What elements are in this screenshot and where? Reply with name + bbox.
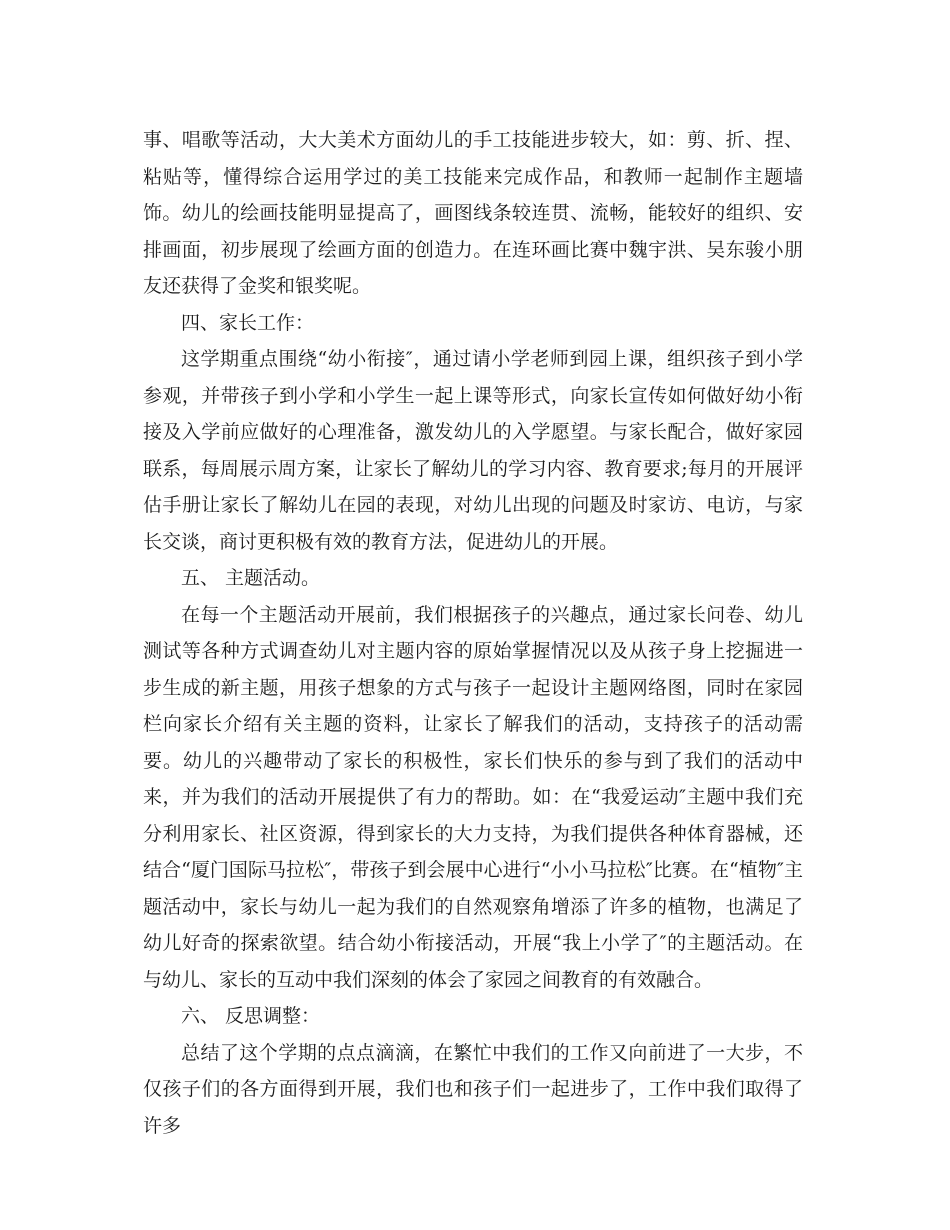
paragraph-art-skills: 事、唱歌等活动，大大美术方面幼儿的手工技能进步较大，如：剪、折、捏、粘贴等，懂得综合运用学过的美工技能来完成作品，和教师一起制作主题墙饰。幼儿的绘画技能明显提高了，画图线条较连贯、流畅，能较好的组织、安排画面，初步展现了绘画方面的创造力。在连环画比赛中魏宇洪、吴东骏小朋友还获得了金奖和银奖呢。 [143, 129, 803, 297]
paragraph-parent-work: 这学期重点围绕“幼小衔接″，通过请小学老师到园上课，组织孩子到小学参观，并带孩子到小学和小学生一起上课等形式，向家长宣传如何做好幼小衔接及入学前应做好的心理准备，激发幼儿的入学愿望。与家长配合，做好家园联系，每周展示周方案，让家长了解幼儿的学习内容、教育要求;每月的开展评估手册让家长了解幼儿在园的表现，对幼儿出现的问题及时家访、电访，与家长交谈，商讨更积极有效的教育方法，促进幼儿的开展。 [143, 348, 803, 553]
section-heading-parent-work: 四、家长工作： [181, 311, 315, 334]
section-heading-reflection: 六、 反思调整： [181, 1005, 321, 1027]
paragraph-theme-activities: 在每一个主题活动开展前，我们根据孩子的兴趣点，通过家长问卷、幼儿测试等各种方式调查幼儿对主题内容的原始掌握情况以及从孩子身上挖掘进一步生成的新主题，用孩子想象的方式与孩子一起设计主题网络图，同时在家园栏向家长介绍有关主题的资料，让家长了解我们的活动，支持孩子的活动需要。幼儿的兴趣带动了家长的积极性，家长们快乐的参与到了我们的活动中来，并为我们的活动开展提供了有力的帮助。如：在“我爱运动″主题中我们充分利用家长、社区资源，得到家长的大力支持，为我们提供各种体育器械，还结合“厦门国际马拉松″，带孩子到会展中心进行“小小马拉松″比赛。在“植物″主题活动中，家长与幼儿一起为我们的自然观察角增添了许多的植物，也满足了幼儿好奇的探索欲望。结合幼小衔接活动，开展“我上小学了″的主题活动。在与幼儿、家长的互动中我们深刻的体会了家园之间教育的有效融合。 [143, 603, 803, 991]
section-heading-theme-activities: 五、 主题活动。 [181, 567, 321, 589]
document-body [143, 122, 803, 1144]
paragraph-reflection: 总结了这个学期的点点滴滴，在繁忙中我们的工作又向前进了一大步，不仅孩子们的各方面得到开展，我们也和孩子们一起进步了，工作中我们取得了许多 [143, 1041, 803, 1137]
